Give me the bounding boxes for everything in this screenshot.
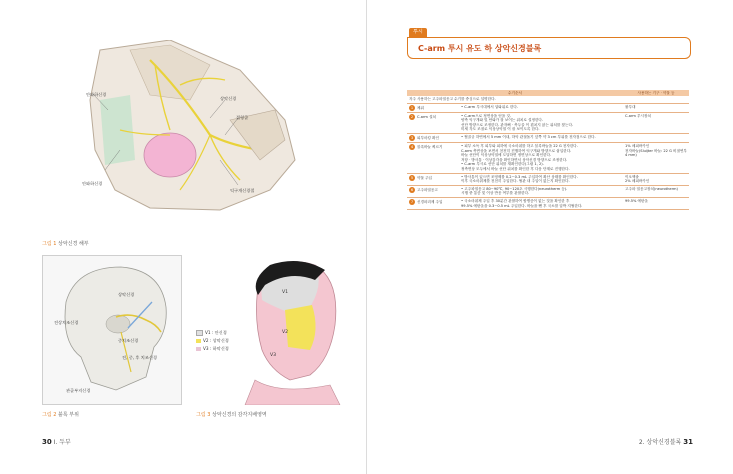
page-title: C-arm 투시 유도 하 상악신경블록 — [418, 44, 542, 53]
step-resource-cell — [623, 142, 689, 173]
fig3-region-v1: V1 — [282, 290, 289, 295]
step-name: 피부마킹 확인 — [417, 135, 439, 140]
table-row — [407, 133, 689, 142]
fig1-label-4: 안와하신경 — [82, 181, 103, 186]
step-number-badge: 7 — [410, 199, 414, 204]
figure-1-number: 그림 1 — [42, 241, 57, 247]
step-detail-line: • C-arm으로 정면상을 얻을 것. — [461, 113, 511, 118]
fig2-label-3: 전, 중, 후 치조신경 — [122, 355, 157, 360]
table-row — [407, 112, 689, 133]
figure-1-skull-lateral-anatomy — [60, 40, 300, 215]
fig3-legend-v1-text: V1 : 안신경 — [205, 330, 227, 335]
left-page — [0, 0, 366, 474]
figure-1-caption — [42, 240, 89, 247]
step-detail-line: C-arm 측면상을 보면서 천천히 진행하여 익구개와 방향으로 삽입한다. — [461, 148, 572, 153]
right-footer — [639, 437, 693, 446]
figure-3-caption — [196, 411, 267, 418]
step-resource: 1% 메피바카인 — [625, 143, 650, 148]
step-resource: 2% 메피바카인 — [625, 179, 650, 184]
right-page — [367, 0, 733, 474]
step-name-cell — [407, 197, 459, 209]
fig1-label-3: 접형골 — [236, 115, 249, 120]
step-number-badge: 1 — [410, 105, 414, 110]
step-number-badge: 6 — [410, 187, 414, 192]
right-page-number: 31 — [683, 438, 693, 446]
step-name-cell — [407, 133, 459, 142]
fig3-legend-v3 — [196, 346, 229, 352]
left-footer — [42, 437, 71, 446]
step-detail-line: • 협골궁 하연에서 5 mm 이내, 하악 관절돌기 앞쪽 약 3 cm 부위를 천자점으로 한다. — [461, 134, 596, 139]
step-resource-cell — [623, 103, 689, 112]
header-resources: 사용하는 기구 · 약물 등 — [623, 90, 689, 96]
step-name: 블록바늘 찌르기 — [417, 144, 443, 149]
step-resource: 천자바늘(Sluijter 바늘: 22 G 비절연부 4 mm) — [625, 148, 687, 158]
figure-3-face-dermatome — [230, 255, 355, 405]
step-detail-cell — [459, 103, 623, 112]
step-resource: 이오헥솔 — [625, 174, 639, 179]
fig3-legend-v1 — [196, 330, 227, 336]
table-row — [407, 142, 689, 173]
step-detail-line: 양측 익구개와 및 안와가 잘 보이는 위치로 설정한다. — [461, 118, 544, 123]
procedure-table — [407, 90, 689, 210]
table-row — [407, 197, 689, 209]
fig2-label-4: 관골부지신경 — [66, 388, 91, 393]
fig3-region-v2: V2 — [282, 330, 289, 335]
step-detail-line: 정측면상 모두에서 바늘 선단 위치를 확인한 후 다음 단계로 진행한다. — [461, 166, 570, 171]
step-detail-cell — [459, 133, 623, 142]
step-name-cell — [407, 185, 459, 197]
step-name: 약물 주입 — [417, 175, 433, 180]
figure-2-caption — [42, 411, 79, 418]
figure-2-skull-block-site — [46, 262, 176, 400]
step-detail-line: • 방사통이 있으면 조영제를 0.2~0.3 mL 주입하여 확산 상태를 확인한다. — [461, 174, 578, 179]
step-name: 신경파괴제 주입 — [417, 199, 443, 204]
step-detail-cell — [459, 142, 623, 173]
table-intro: 자주 사용하는 고주파열응고 수기를 중심으로 설명한다. — [407, 96, 689, 103]
left-page-number: 30 — [42, 438, 52, 446]
step-detail-line: 바늘 선단이 익상상악열에 도달하면 정면상으로 확인한다. — [461, 153, 552, 158]
step-number-badge: 3 — [410, 135, 414, 140]
figure-2-number: 그림 2 — [42, 412, 57, 418]
step-detail-line: 시행 중 통증 및 이상 반응 여부를 관찰한다. — [461, 191, 530, 196]
table-intro-row — [407, 96, 689, 103]
fig1-label-1: 안와하신경 — [86, 92, 107, 97]
table-row — [407, 173, 689, 185]
step-detail-line: • 국소마취제 주입 후 30분간 관찰하여 합병증이 없는 것을 확인한 후 — [461, 198, 570, 203]
step-resource: 불투대 — [625, 104, 636, 109]
fig3-legend-v3-text: V3 : 하악신경 — [203, 346, 229, 351]
step-resource: C-arm 투시장치 — [625, 113, 651, 118]
step-detail-line: 선단 방향으로 조정한다. 관자뼈 · 측두골 이 겹치지 않는 위치를 찾는다. — [461, 122, 574, 127]
step-resource-cell — [623, 185, 689, 197]
fig3-region-v3: V3 — [270, 353, 277, 358]
step-name-cell — [407, 112, 459, 133]
step-detail-line: • C-arm 투시대에서 앙와위로 한다. — [461, 104, 518, 109]
step-detail-line: 미세 각도 조절로 익상상악열 이 잘 보이도록 한다. — [461, 127, 540, 132]
step-detail-line: 저항 · 방사통 · 이상감각을 확인하면서 상악신경 방향으로 조정한다. — [461, 157, 568, 162]
figure-3-title: 상악신경의 감각지배영역 — [212, 412, 267, 418]
left-section-name: I. 두부 — [53, 439, 71, 446]
fig1-label-5: 익구개신경절 — [230, 188, 255, 193]
step-name-cell — [407, 103, 459, 112]
step-detail-cell — [459, 185, 623, 197]
step-name: C-arm 설치 — [417, 114, 437, 119]
step-name-cell — [407, 142, 459, 173]
step-resource: 고주파 열응고장치(neurotherm) — [625, 186, 678, 191]
step-resource-cell — [623, 173, 689, 185]
figure-1-title: 상악신경 해부 — [58, 241, 89, 247]
figure-3-number: 그림 3 — [196, 412, 211, 418]
title-box — [407, 37, 691, 59]
table-row — [407, 185, 689, 197]
step-resource-cell — [623, 197, 689, 209]
fig2-label-2: 상악신경 — [118, 292, 135, 297]
step-detail-line: • 고주파열응고 80~90℃, 90~120초 시행한다(neurotherm 등). — [461, 186, 568, 191]
section-tab: 투시 — [409, 28, 427, 37]
step-number-badge: 5 — [410, 175, 414, 180]
step-detail-line: • C-arm 투시로 선단 위치를 재확인한다(그림 1, 2). — [461, 162, 544, 167]
step-detail-line: • 피부 소독 후 피부와 피하에 국소마취를 하고 블록바늘을 22 G 천자한다. — [461, 143, 578, 148]
fig2-label-1: 전상치조신경 — [54, 320, 79, 325]
step-detail-cell — [459, 112, 623, 133]
fig1-label-2: 상악신경 — [220, 96, 237, 101]
table-row — [407, 103, 689, 112]
header-steps: 수기순서 — [407, 90, 623, 96]
figure-2-title: 블록 부위 — [58, 412, 79, 418]
step-detail-cell — [459, 197, 623, 209]
right-section-name: 2. 상악신경블록 — [638, 439, 682, 446]
step-detail-cell — [459, 173, 623, 185]
step-resource-cell — [623, 133, 689, 142]
step-number-badge: 2 — [410, 114, 414, 119]
step-name: 고주파열응고 — [417, 187, 438, 192]
step-name: 체위 — [417, 105, 424, 110]
fig3-legend-v2-text: V2 : 상악신경 — [203, 338, 229, 343]
fig2-label-5: 중치조신경 — [118, 338, 139, 343]
fig3-legend-v2 — [196, 338, 229, 344]
step-detail-line: 이후 국소마취제를 천천히 주입한다. 혈관 내 주입이 없는지 확인한다. — [461, 179, 570, 184]
step-detail-line: 99.5% 에탄올을 0.3~0.5 mL 주입한다. 바늘을 뺀 후 국소를 압박 지혈한다. — [461, 203, 583, 208]
step-name-cell — [407, 173, 459, 185]
step-resource: 99.5% 에탄올 — [625, 198, 648, 203]
procedure-steps — [407, 103, 689, 210]
step-number-badge: 4 — [410, 144, 414, 149]
step-resource-cell — [623, 112, 689, 133]
